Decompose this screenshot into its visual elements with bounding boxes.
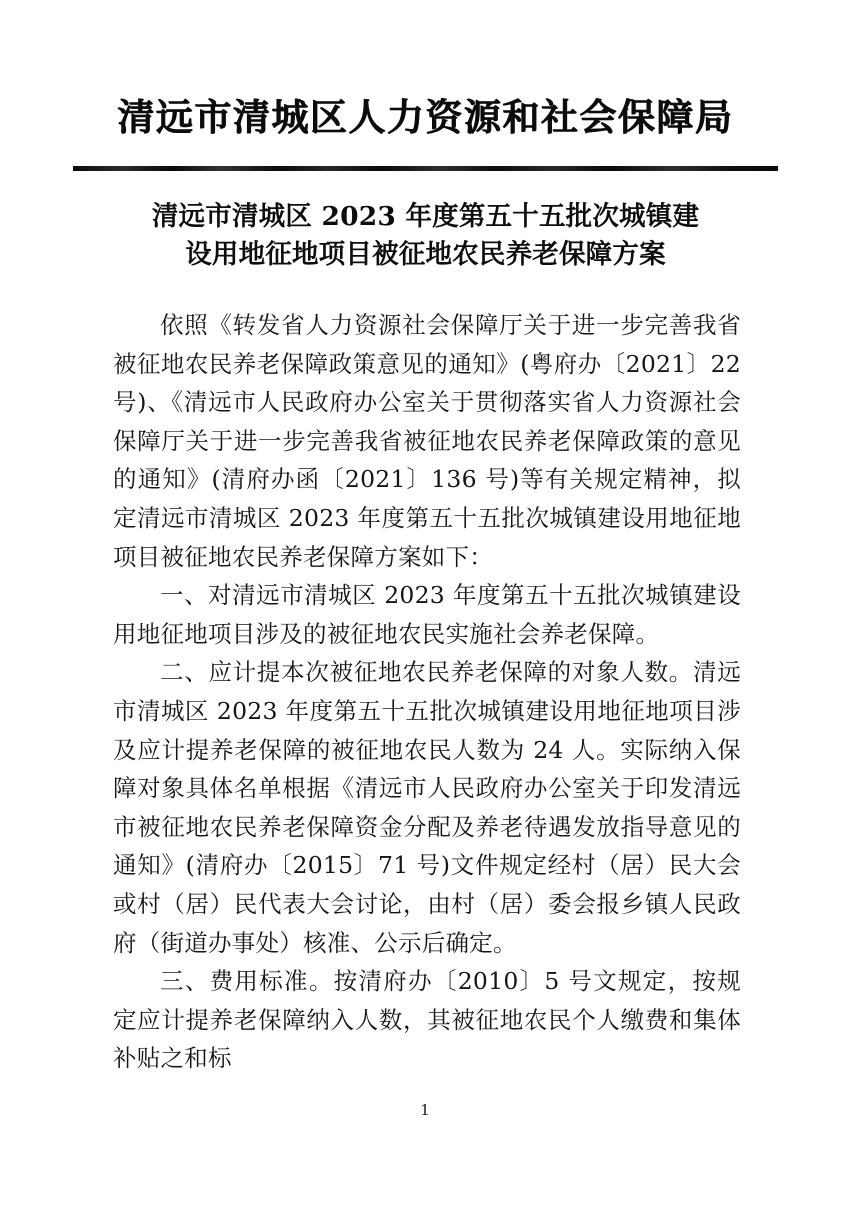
- document-title-line-1: 清远市清城区 2023 年度第五十五批次城镇建: [151, 201, 700, 232]
- letterhead: [73, 92, 778, 142]
- letterhead-divider-rule: [73, 166, 778, 171]
- body-paragraph-preamble: 依照《转发省人力资源社会保障厅关于进一步完善我省被征地农民养老保障政策意见的通知》(粤府办〔2021〕22 号)、《清远市人民政府办公室关于贯彻落实省人力资源社会保障厅关于进一步完善我省被征地农民养老保障政策的意见的通知》(清府办函〔2021〕136 号)等有关规定精神，拟定清远市清城区 2023 年度第五十五批次城镇建设用地征地项目被征地农民养老保障方案如下：: [113, 311, 741, 571]
- document-title-line-2: 设用地征地项目被征地农民养老保障方案: [185, 239, 666, 270]
- page-number: 1: [420, 1101, 430, 1119]
- document-body: [113, 306, 741, 1078]
- body-paragraph-article-1: 一、对清远市清城区 2023 年度第五十五批次城镇建设用地征地项目涉及的被征地农民实施社会养老保障。: [113, 581, 741, 648]
- document-title: [113, 198, 738, 274]
- issuing-organization-title: 清远市清城区人力资源和社会保障局: [117, 95, 734, 139]
- body-paragraph-article-2: 二、应计提本次被征地农民养老保障的对象人数。清远市清城区 2023 年度第五十五批次城镇建设用地征地项目涉及应计提养老保障的被征地农民人数为 24 人。实际纳入保障对象具体名单根据《清远市人民政府办公室关于印发清远市被征地农民养老保障资金分配及养老待遇发放指导意见的通知》(清府办〔2015〕71 号)文件规定经村（居）民大会或村（居）民代表大会讨论，由村（居）委会报乡镇人民政府（街道办事处）核准、公示后确定。: [113, 658, 741, 957]
- body-paragraph-article-3: 三、费用标准。按清府办〔2010〕5 号文规定，按规定应计提养老保障纳入人数，其被征地农民个人缴费和集体补贴之和标: [113, 967, 741, 1073]
